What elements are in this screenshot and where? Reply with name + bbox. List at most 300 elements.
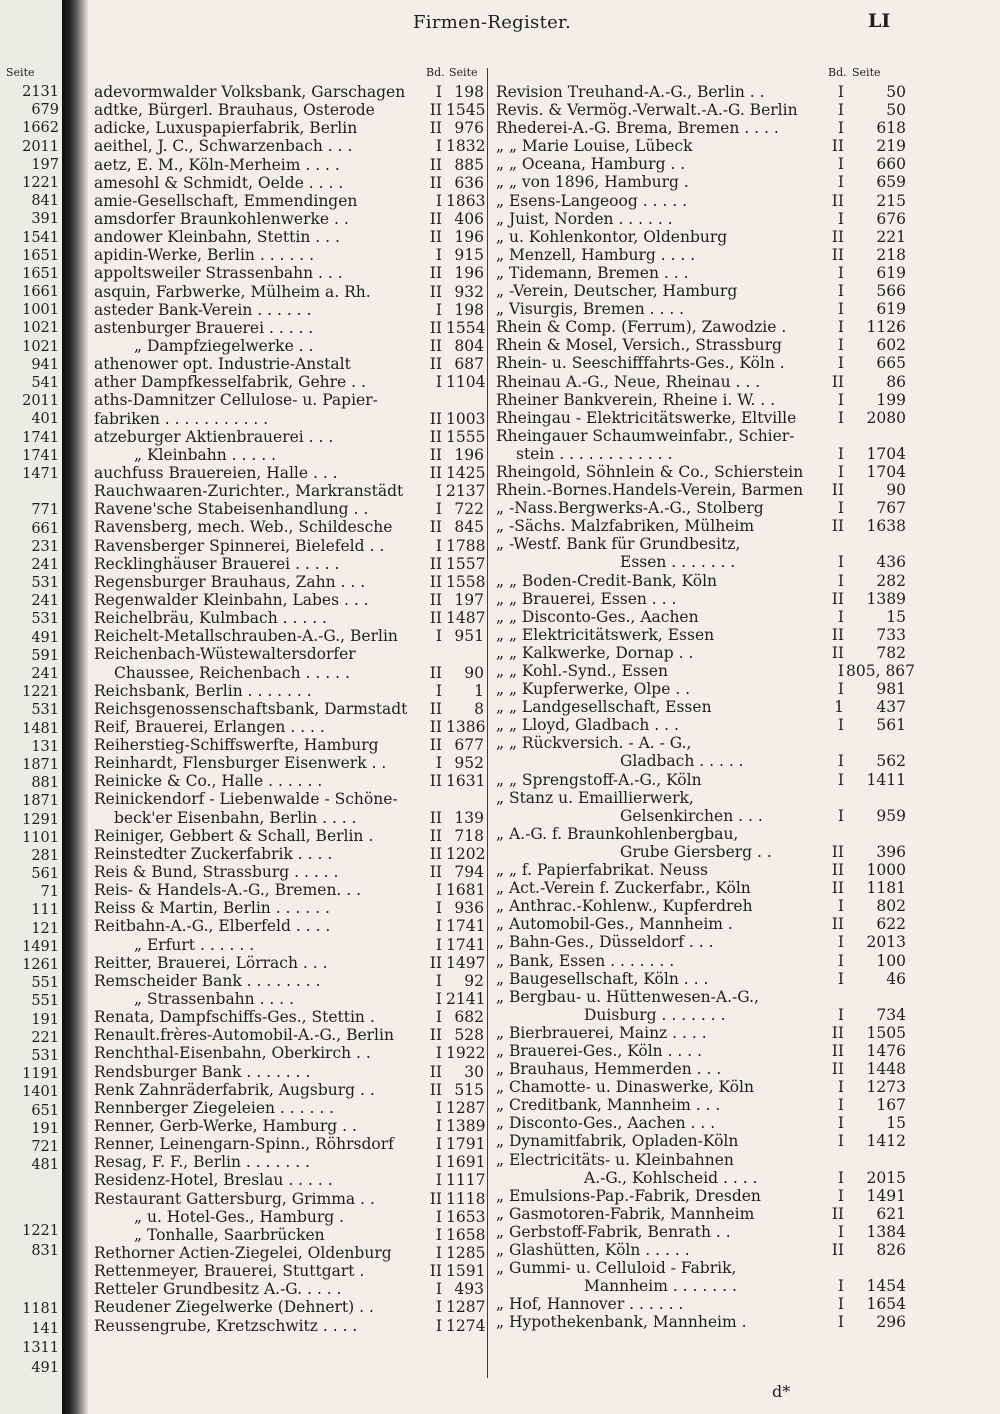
entry-volume: I xyxy=(435,1153,442,1172)
index-entry xyxy=(94,627,486,645)
entry-page: 493 xyxy=(454,1280,484,1299)
entry-name: Renner, Leinengarn-Spinn., Röhrsdorf xyxy=(94,1135,394,1154)
entry-page: 15 xyxy=(886,607,906,626)
index-entry xyxy=(94,863,486,881)
entry-name: Mannheim . . . . . . . xyxy=(584,1277,737,1296)
previous-page-number: 679 xyxy=(31,102,59,119)
index-entry xyxy=(94,1208,486,1226)
entry-volume: II xyxy=(831,915,844,934)
entry-page: 621 xyxy=(876,1204,906,1223)
previous-page-number: 1481 xyxy=(22,720,59,737)
entry-volume: II xyxy=(429,1189,442,1208)
entry-volume: I xyxy=(435,881,442,900)
index-entry xyxy=(496,246,910,264)
left-index-column xyxy=(94,62,486,1335)
entry-page: 1557 xyxy=(446,554,486,573)
index-entry xyxy=(94,573,486,591)
index-entry xyxy=(496,1151,910,1169)
index-entry xyxy=(496,843,910,861)
entry-page: 805, 867 xyxy=(846,662,916,680)
entry-page: 1654 xyxy=(866,1295,906,1314)
index-entry xyxy=(496,1277,910,1295)
entry-name: beck'er Eisenbahn, Berlin . . . . xyxy=(114,808,357,827)
entry-name: Rethorner Actien-Ziegelei, Oldenburg xyxy=(94,1244,392,1262)
entry-name: atzeburger Aktienbrauerei . . . xyxy=(94,427,334,446)
index-entry xyxy=(496,771,910,789)
previous-page-number: 191 xyxy=(31,1120,59,1137)
entry-page: 2137 xyxy=(446,482,486,501)
entry-page: 1558 xyxy=(446,572,486,591)
index-entry xyxy=(496,879,910,897)
entry-name: apidin-Werke, Berlin . . . . . . xyxy=(94,246,315,265)
entry-name: Reichenbach-Wüstewaltersdorfer xyxy=(94,645,356,664)
index-entry xyxy=(94,645,486,663)
page-title: Firmen-Register. xyxy=(413,12,572,33)
entry-volume: II xyxy=(831,517,844,536)
entry-name: amesohl & Schmidt, Oelde . . . . xyxy=(94,173,344,192)
entry-page: 1487 xyxy=(446,609,486,628)
entry-volume: I xyxy=(837,897,844,916)
entry-name: amsdorfer Braunkohlenwerke . . xyxy=(94,209,349,228)
entry-volume: II xyxy=(831,643,844,662)
entry-name: Reiherstieg-Schiffswerfte, Hamburg xyxy=(94,736,379,755)
entry-name: Reiniger, Gebbert & Schall, Berlin . xyxy=(94,826,374,845)
left-entry-list xyxy=(94,83,486,1335)
entry-page: 198 xyxy=(454,83,484,101)
entry-volume: II xyxy=(429,1026,442,1045)
entry-name: „ Esens-Langeoog . . . . . xyxy=(496,191,688,210)
index-entry xyxy=(496,1241,910,1259)
entry-volume: I xyxy=(435,1316,442,1335)
previous-page-number: 1221 xyxy=(22,684,59,701)
entry-volume: II xyxy=(429,409,442,428)
index-entry xyxy=(496,228,910,246)
entry-name: Rettenmeyer, Brauerei, Stuttgart . xyxy=(94,1262,365,1281)
entry-page: 734 xyxy=(876,1005,906,1024)
previous-page-number: 1491 xyxy=(22,938,59,955)
entry-page: 100 xyxy=(876,951,906,970)
previous-page-number: 221 xyxy=(31,1029,59,1046)
entry-page: 1505 xyxy=(866,1023,906,1042)
entry-volume: I xyxy=(837,336,844,355)
index-entry xyxy=(496,1024,910,1042)
index-entry xyxy=(496,210,910,228)
entry-volume: I xyxy=(837,1168,844,1187)
index-entry xyxy=(496,1205,910,1223)
previous-page-number: 541 xyxy=(31,375,59,391)
entry-name: „ Baugesellschaft, Köln . . . xyxy=(496,969,709,988)
previous-page-number: 1661 xyxy=(22,284,59,301)
entry-volume: I xyxy=(435,536,442,555)
entry-name: „ „ Disconto-Ges., Aachen xyxy=(496,607,699,626)
entry-volume: II xyxy=(429,953,442,972)
entry-volume: II xyxy=(831,1204,844,1223)
entry-volume: I xyxy=(837,282,844,301)
index-entry xyxy=(94,283,486,301)
previous-page-number: 1291 xyxy=(22,811,59,828)
entry-page: 1425 xyxy=(446,463,486,482)
entry-name: Rheiner Bankverein, Rheine i. W. . . xyxy=(496,390,776,409)
previous-page-number: 131 xyxy=(31,738,59,755)
entry-volume: I xyxy=(837,1132,844,1151)
index-entry xyxy=(94,174,486,192)
entry-name: ather Dampfkesselfabrik, Gehre . . xyxy=(94,373,366,392)
entry-volume: I xyxy=(837,806,844,825)
entry-page: 515 xyxy=(454,1080,484,1099)
entry-page: 782 xyxy=(876,643,906,662)
entry-name: Reis & Bund, Strassburg . . . . . xyxy=(94,863,339,882)
index-entry xyxy=(94,410,486,428)
entry-page: 677 xyxy=(454,736,484,755)
left-column-header xyxy=(94,62,486,83)
entry-page: 50 xyxy=(886,83,906,101)
entry-page: 1491 xyxy=(866,1186,906,1205)
index-entry xyxy=(94,137,486,155)
entry-name: Reichsbank, Berlin . . . . . . . xyxy=(94,681,312,700)
entry-page: 1791 xyxy=(446,1135,486,1154)
entry-volume: 1 xyxy=(834,698,844,717)
entry-name: astenburger Brauerei . . . . . xyxy=(94,318,314,337)
entry-name: appoltsweiler Strassenbahn . . . xyxy=(94,264,343,283)
entry-name: „ Tonhalle, Saarbrücken xyxy=(134,1225,325,1244)
entry-page: 561 xyxy=(876,716,906,735)
entry-name: Remscheider Bank . . . . . . . . xyxy=(94,971,321,990)
entry-name: Regensburger Brauhaus, Zahn . . . xyxy=(94,572,366,591)
previous-page-number: 1651 xyxy=(22,265,59,282)
entry-page: 932 xyxy=(454,282,484,301)
entry-page: 1448 xyxy=(866,1060,906,1079)
entry-name: Renault.frères-Automobil-A.-G., Berlin xyxy=(94,1026,394,1045)
entry-name: Reitter, Brauerei, Lörrach . . . xyxy=(94,953,328,972)
entry-name: „ Creditbank, Mannheim . . . xyxy=(496,1096,721,1115)
index-entry xyxy=(94,1298,486,1316)
entry-name: Regenwalder Kleinbahn, Labes . . . xyxy=(94,590,369,609)
entry-name: „ Brauerei-Ges., Köln . . . . xyxy=(496,1041,703,1060)
entry-name: „ „ Boden-Credit-Bank, Köln xyxy=(496,571,718,590)
entry-name: „ Kleinbahn . . . . . xyxy=(134,445,277,464)
entry-volume: II xyxy=(429,355,442,374)
index-entry xyxy=(94,373,486,391)
entry-name: Reiss & Martin, Berlin . . . . . . xyxy=(94,899,330,918)
previous-page-number: 561 xyxy=(31,866,59,883)
entry-volume: II xyxy=(429,264,442,283)
entry-name: Reichelt-Metallschrauben-A.-G., Berlin xyxy=(94,627,398,646)
entry-volume: II xyxy=(429,228,442,247)
index-entry xyxy=(496,1114,910,1132)
entry-volume: II xyxy=(831,1023,844,1042)
entry-page: 2013 xyxy=(866,933,906,952)
entry-name: „ Gasmotoren-Fabrik, Mannheim xyxy=(496,1204,755,1223)
index-entry xyxy=(496,300,910,318)
entry-name: Revision Treuhand-A.-G., Berlin . . xyxy=(496,83,765,101)
entry-volume: II xyxy=(831,137,844,156)
entry-name: Gladbach . . . . . xyxy=(620,752,744,771)
entry-page: 1653 xyxy=(446,1207,486,1226)
entry-volume: I xyxy=(837,1186,844,1205)
index-entry xyxy=(496,318,910,336)
entry-name: asquin, Farbwerke, Mülheim a. Rh. xyxy=(94,282,371,301)
entry-page: 50 xyxy=(886,101,906,120)
entry-volume: I xyxy=(837,1078,844,1097)
entry-volume: I xyxy=(435,1117,442,1136)
previous-page-number: 1871 xyxy=(22,756,59,773)
entry-page: 1118 xyxy=(446,1189,486,1208)
previous-page-fragments-lower xyxy=(0,1222,62,1378)
index-entry xyxy=(94,845,486,863)
entry-volume: I xyxy=(837,607,844,626)
entry-page: 215 xyxy=(876,191,906,210)
entry-page: 396 xyxy=(876,842,906,861)
entry-name: „ u. Kohlenkontor, Oldenburg xyxy=(496,227,728,246)
entry-page: 1497 xyxy=(446,953,486,972)
index-entry xyxy=(496,264,910,282)
entry-volume: II xyxy=(429,518,442,537)
index-entry xyxy=(496,970,910,988)
index-entry xyxy=(496,897,910,915)
entry-name: „ Automobil-Ges., Mannheim . xyxy=(496,915,733,934)
entry-volume: I xyxy=(837,662,844,680)
entry-name: aths-Damnitzer Cellulose- u. Papier- xyxy=(94,391,378,410)
entry-volume: I xyxy=(837,444,844,463)
entry-page: 826 xyxy=(876,1241,906,1259)
entry-volume: I xyxy=(435,191,442,210)
previous-page-number: 2011 xyxy=(22,138,59,155)
entry-volume: I xyxy=(435,627,442,646)
index-entry xyxy=(496,626,910,644)
entry-volume: I xyxy=(435,1044,442,1063)
index-entry xyxy=(94,754,486,772)
entry-name: andower Kleinbahn, Stettin . . . xyxy=(94,228,340,247)
index-entry xyxy=(496,572,910,590)
page-header: Seite xyxy=(852,66,881,79)
entry-name: Reussengrube, Kretzschwitz . . . . xyxy=(94,1316,358,1335)
entry-volume: I xyxy=(435,917,442,936)
entry-volume: II xyxy=(831,481,844,500)
entry-page: 437 xyxy=(876,698,906,717)
index-entry xyxy=(496,608,910,626)
entry-volume: II xyxy=(429,844,442,863)
entry-volume: II xyxy=(429,609,442,628)
entry-name: Rhein & Comp. (Ferrum), Zawodzie . xyxy=(496,318,787,337)
entry-page: 1554 xyxy=(446,318,486,337)
previous-page-number: 191 xyxy=(31,1011,59,1028)
previous-page-number: 841 xyxy=(31,193,59,210)
entry-volume: II xyxy=(429,554,442,573)
entry-page: 1273 xyxy=(866,1078,906,1097)
entry-name: A.-G., Kohlscheid . . . . xyxy=(584,1168,758,1187)
entry-volume: I xyxy=(435,1008,442,1027)
entry-name: „ „ Landgesellschaft, Essen xyxy=(496,698,712,717)
index-entry xyxy=(496,807,910,825)
index-entry xyxy=(496,988,910,1006)
entry-volume: I xyxy=(435,681,442,700)
index-entry xyxy=(496,1223,910,1241)
previous-page-number: 1741 xyxy=(22,447,59,464)
entry-page: 802 xyxy=(876,897,906,916)
previous-page-number: 401 xyxy=(31,411,59,428)
entry-page: 46 xyxy=(886,969,906,988)
entry-name: „ „ Kalkwerke, Dornap . . xyxy=(496,643,694,662)
previous-page-number: 1541 xyxy=(22,229,59,246)
entry-name: „ Disconto-Ges., Aachen . . . xyxy=(496,1114,716,1133)
entry-volume: I xyxy=(837,390,844,409)
entry-name: „ -Verein, Deutscher, Hamburg xyxy=(496,282,738,301)
entry-name: Renata, Dampfschiffs-Ges., Stettin . xyxy=(94,1008,375,1027)
index-entry xyxy=(94,446,486,464)
index-entry xyxy=(94,972,486,990)
entry-volume: I xyxy=(837,1277,844,1296)
entry-volume: I xyxy=(837,951,844,970)
index-entry xyxy=(94,555,486,573)
entry-name: Rhein & Mosel, Versich., Strassburg xyxy=(496,336,782,355)
previous-page-number: 1021 xyxy=(22,338,59,355)
index-entry xyxy=(94,881,486,899)
entry-volume: II xyxy=(429,101,442,120)
index-entry xyxy=(496,1042,910,1060)
entry-page: 1003 xyxy=(446,409,486,428)
entry-page: 1386 xyxy=(446,717,486,736)
entry-volume: I xyxy=(837,173,844,192)
entry-page: 30 xyxy=(464,1062,484,1081)
index-entry xyxy=(496,101,910,119)
entry-volume: I xyxy=(435,300,442,319)
index-entry xyxy=(496,553,910,571)
entry-name: „ Stanz u. Emaillierwerk, xyxy=(496,788,694,807)
entry-name: „ Glashütten, Köln . . . . . xyxy=(496,1241,690,1259)
entry-volume: I xyxy=(435,1207,442,1226)
entry-volume: II xyxy=(429,590,442,609)
entry-page: 1591 xyxy=(446,1262,486,1281)
entry-page: 659 xyxy=(876,173,906,192)
entry-page: 199 xyxy=(876,390,906,409)
entry-page: 665 xyxy=(876,354,906,373)
book-gutter-shadow xyxy=(62,0,88,1414)
index-entry xyxy=(496,789,910,807)
entry-page: 1287 xyxy=(446,1098,486,1117)
entry-volume: I xyxy=(837,101,844,120)
index-entry xyxy=(94,1190,486,1208)
previous-page-number: 391 xyxy=(31,211,59,228)
previous-page-number: 491 xyxy=(31,1359,59,1376)
entry-name: „ Juist, Norden . . . . . . xyxy=(496,209,673,228)
entry-name: auchfuss Brauereien, Halle . . . xyxy=(94,463,338,482)
index-entry xyxy=(94,1081,486,1099)
entry-volume: I xyxy=(837,83,844,101)
previous-page-number: 1181 xyxy=(22,1301,59,1317)
index-entry xyxy=(94,772,486,790)
index-entry xyxy=(94,1063,486,1081)
entry-name: „ -Sächs. Malzfabriken, Mülheim xyxy=(496,517,755,536)
entry-volume: I xyxy=(435,137,442,156)
entry-page: 167 xyxy=(876,1096,906,1115)
entry-volume: I xyxy=(837,1096,844,1115)
index-entry xyxy=(496,409,910,427)
entry-name: „ u. Hotel-Ges., Hamburg . xyxy=(134,1207,345,1226)
previous-page-number: 2131 xyxy=(22,84,59,100)
previous-page-number xyxy=(0,483,62,501)
entry-volume: II xyxy=(429,1262,442,1281)
index-entry xyxy=(94,609,486,627)
entry-page: 660 xyxy=(876,155,906,174)
entry-name: „ Tidemann, Bremen . . . xyxy=(496,263,689,282)
index-entry xyxy=(94,301,486,319)
entry-volume: I xyxy=(435,482,442,501)
previous-page-number: 231 xyxy=(31,538,59,555)
entry-name: „ Erfurt . . . . . . xyxy=(134,935,255,954)
previous-page-number: 141 xyxy=(31,1320,59,1337)
entry-name: Ravensberger Spinnerei, Bielefeld . . xyxy=(94,536,385,555)
index-entry xyxy=(496,1295,910,1313)
entry-name: „ Bahn-Ges., Düsseldorf . . . xyxy=(496,933,714,952)
index-entry xyxy=(496,282,910,300)
entry-page: 198 xyxy=(454,300,484,319)
previous-page-number: 111 xyxy=(31,902,59,919)
previous-page-number: 1261 xyxy=(22,957,59,973)
entry-page: 976 xyxy=(454,119,484,138)
index-entry xyxy=(94,264,486,282)
entry-volume: I xyxy=(435,1171,442,1190)
entry-volume: I xyxy=(837,119,844,138)
entry-page: 981 xyxy=(876,680,906,699)
entry-page: 1545 xyxy=(446,101,486,120)
entry-volume: II xyxy=(831,227,844,246)
entry-name: Residenz-Hotel, Breslau . . . . . xyxy=(94,1171,333,1190)
entry-name: Recklinghäuser Brauerei . . . . . xyxy=(94,554,340,573)
entry-volume: I xyxy=(435,246,442,265)
entry-name: Reinickendorf - Liebenwalde - Schöne- xyxy=(94,790,398,809)
index-entry xyxy=(94,355,486,373)
entry-name: Resag, F. F., Berlin . . . . . . . xyxy=(94,1153,310,1172)
entry-volume: I xyxy=(837,571,844,590)
volume-header: Bd. xyxy=(426,66,445,79)
entry-volume: I xyxy=(837,354,844,373)
entry-page: 436 xyxy=(876,553,906,572)
entry-page: 1412 xyxy=(866,1132,906,1151)
entry-page: 1658 xyxy=(446,1225,486,1244)
entry-page: 2080 xyxy=(866,408,906,427)
entry-page: 722 xyxy=(454,500,484,519)
page-number: LI xyxy=(868,10,891,32)
index-entry xyxy=(496,535,910,553)
entry-page: 952 xyxy=(454,754,484,773)
entry-volume: I xyxy=(435,971,442,990)
entry-volume: II xyxy=(429,717,442,736)
previous-page-number: 71 xyxy=(40,884,59,901)
entry-name: Rennberger Ziegeleien . . . . . . xyxy=(94,1098,335,1117)
entry-volume: II xyxy=(831,842,844,861)
index-entry xyxy=(94,1135,486,1153)
index-entry xyxy=(94,917,486,935)
entry-name: „ Anthrac.-Kohlenw., Kupferdreh xyxy=(496,897,753,916)
entry-name: fabriken . . . . . . . . . . . xyxy=(94,409,269,428)
index-entry xyxy=(94,700,486,718)
previous-page-number: 197 xyxy=(31,156,59,173)
previous-page-number: 1021 xyxy=(22,320,59,337)
entry-name: „ A.-G. f. Braunkohlenbergbau, xyxy=(496,824,739,843)
entry-volume: II xyxy=(429,445,442,464)
previous-page-number: 241 xyxy=(31,593,59,610)
entry-volume: II xyxy=(831,245,844,264)
entry-name: stein . . . . . . . . . . . . xyxy=(516,444,673,463)
previous-page-number xyxy=(0,1261,62,1281)
entry-name: „ „ Elektricitätswerk, Essen xyxy=(496,625,715,644)
entry-volume: II xyxy=(429,808,442,827)
entry-volume: I xyxy=(837,933,844,952)
previous-page-number: 651 xyxy=(31,1102,59,1119)
column-divider xyxy=(487,68,488,1378)
entry-name: Reinstedter Zuckerfabrik . . . . xyxy=(94,844,333,863)
entry-name: Reichelbräu, Kulmbach . . . . . xyxy=(94,609,327,628)
